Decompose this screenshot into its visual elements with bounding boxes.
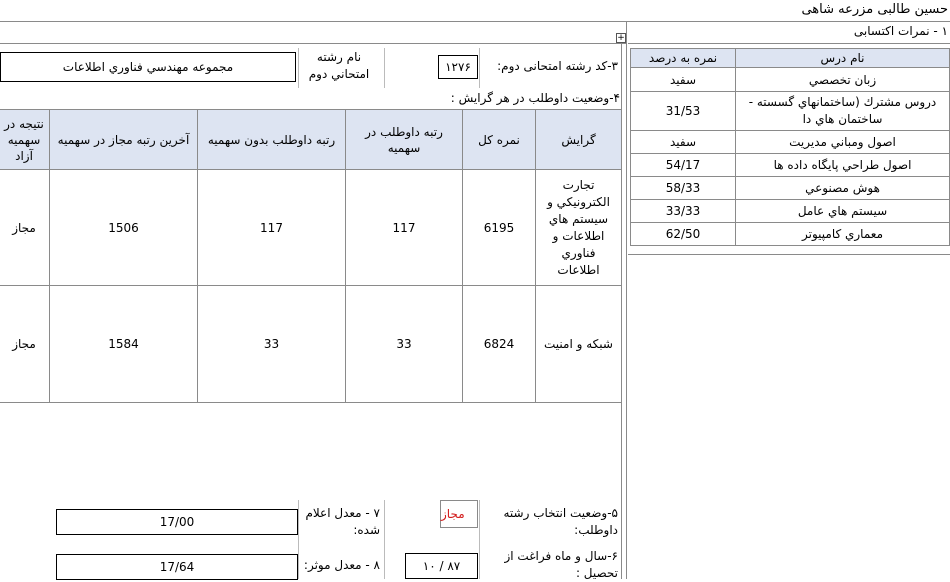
course-cell: زبان تخصصي bbox=[736, 68, 950, 92]
effective-gpa-field: 17/64 bbox=[56, 554, 298, 580]
table-row bbox=[631, 154, 950, 177]
grades-table bbox=[630, 48, 950, 246]
table-row bbox=[631, 177, 950, 200]
col-rank-no-quota-header: رتبه داوطلب بدون سهميه bbox=[198, 110, 346, 170]
table-row bbox=[631, 68, 950, 92]
gpa-label: ۷ - معدل اعلام شده: bbox=[305, 506, 380, 537]
exam-name-label: نام رشته امتحاني دوم bbox=[308, 50, 370, 81]
score-cell: 31/53 bbox=[631, 92, 736, 131]
panel-divider bbox=[626, 21, 627, 579]
col-course-header: نام درس bbox=[736, 49, 950, 68]
course-cell: هوش مصنوعي bbox=[736, 177, 950, 200]
course-cell: اصول ومباني مديريت bbox=[736, 131, 950, 154]
course-cell: دروس مشترك (ساختمانهاي گسسته - ساختمان هاي دا bbox=[736, 92, 950, 131]
table-row bbox=[631, 92, 950, 131]
exam-code-label: ۳-کد رشته امتحانی دوم: bbox=[497, 59, 618, 73]
col-result-header: نتيجه در سهميه آزاد bbox=[0, 110, 50, 170]
selection-status-label: ۵-وضعیت انتخاب رشته داوطلب: bbox=[503, 506, 618, 537]
score-cell: 54/17 bbox=[631, 154, 736, 177]
rank-no-quota-cell: 117 bbox=[198, 170, 346, 286]
score-cell: 58/33 bbox=[631, 177, 736, 200]
table-row bbox=[631, 200, 950, 223]
candidate-name: حسین طالبی مزرعه شاهی bbox=[801, 2, 948, 17]
separator bbox=[628, 254, 950, 255]
rank-quota-cell: 33 bbox=[346, 286, 463, 403]
score-cell: 33/33 bbox=[631, 200, 736, 223]
branch-cell: تجارت الكترونيكي و سيستم هاي اطلاعات و فناوري اطلاعات bbox=[536, 170, 622, 286]
course-cell: معماري كامپيوتر bbox=[736, 223, 950, 246]
result-cell: مجاز bbox=[0, 170, 50, 286]
separator bbox=[298, 500, 299, 579]
separator bbox=[384, 500, 385, 579]
exam-code-field: ۱۲۷۶ bbox=[438, 55, 478, 79]
effective-gpa-label: ۸ - معدل موثر: bbox=[303, 558, 380, 572]
total-cell: 6195 bbox=[463, 170, 536, 286]
col-total-header: نمره كل bbox=[463, 110, 536, 170]
separator bbox=[0, 43, 626, 44]
rank-no-quota-cell: 33 bbox=[198, 286, 346, 403]
course-cell: سيستم هاي عامل bbox=[736, 200, 950, 223]
col-score-header: نمره به درصد bbox=[631, 49, 736, 68]
exam-name-field: مجموعه مهندسي فناوري اطلاعات bbox=[0, 52, 296, 82]
separator bbox=[628, 43, 950, 44]
course-cell: اصول طراحي پايگاه داده ها bbox=[736, 154, 950, 177]
gpa-field: 17/00 bbox=[56, 509, 298, 535]
separator bbox=[384, 48, 385, 88]
status-title: ۴-وضعیت داوطلب در هر گرایش : bbox=[450, 91, 620, 105]
table-row bbox=[0, 286, 622, 403]
status-table bbox=[0, 109, 622, 403]
last-rank-cell: 1506 bbox=[50, 170, 198, 286]
rank-quota-cell: 117 bbox=[346, 170, 463, 286]
col-last-rank-header: آخرين رتبه مجاز در سهميه bbox=[50, 110, 198, 170]
score-cell: 62/50 bbox=[631, 223, 736, 246]
graduation-label: ۶-سال و ماه فراغت از تحصیل : bbox=[504, 549, 618, 580]
selection-status-field: مجاز bbox=[440, 500, 478, 528]
table-row bbox=[0, 170, 622, 286]
score-cell: سفيد bbox=[631, 68, 736, 92]
result-cell: مجاز bbox=[0, 286, 50, 403]
branch-cell: شبكه و امنيت bbox=[536, 286, 622, 403]
total-cell: 6824 bbox=[463, 286, 536, 403]
separator bbox=[0, 21, 950, 22]
move-handle-icon[interactable]: + bbox=[617, 33, 625, 43]
separator bbox=[298, 48, 299, 88]
table-row bbox=[631, 131, 950, 154]
last-rank-cell: 1584 bbox=[50, 286, 198, 403]
graduation-field: ۸۷ / ۱۰ bbox=[405, 553, 478, 579]
col-branch-header: گرايش bbox=[536, 110, 622, 170]
grades-title: ۱ - نمرات اکتسابی bbox=[853, 24, 948, 38]
table-row bbox=[631, 223, 950, 246]
col-rank-quota-header: رتبه داوطلب در سهميه bbox=[346, 110, 463, 170]
score-cell: سفيد bbox=[631, 131, 736, 154]
